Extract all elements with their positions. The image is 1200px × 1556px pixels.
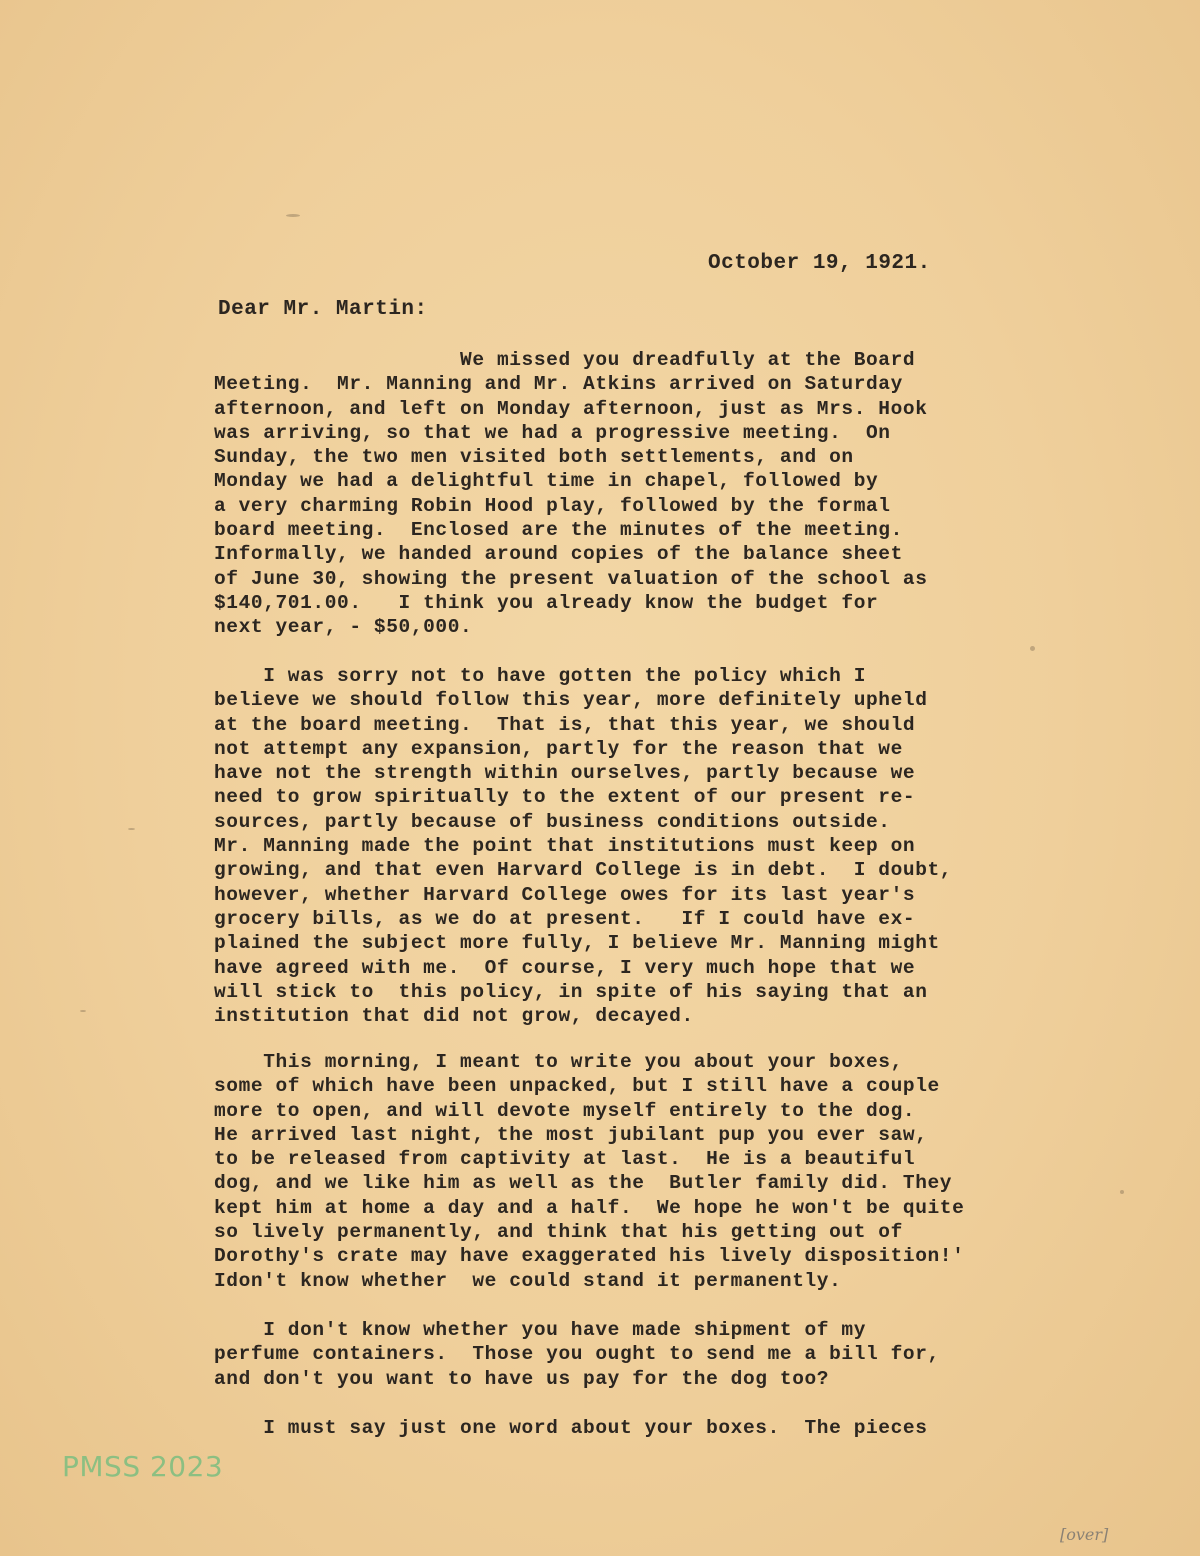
letter-paragraph-policy: I was sorry not to have gotten the policy which I believe we should follow this year, more definitely upheld at the board meeting. That is, that this year, we should not attempt any expansion, partly for the reason that we have not the strength within ourselves, partly because we need to grow spiritually to the extent of our present re- sources, partly because of business conditions outside. Mr. Manning made the point that institutions must keep on growing, and that even Harvard College is in debt. I doubt, however, whether Harvard College owes for its last year's grocery bills, as we do at present. If I could have ex- plained the subject more fully, I believe Mr. Manning might have agreed with me. Of course, I very much hope that we will stick to this policy, in spite of his saying that an institution that did not grow, decayed. xyxy=(214,665,953,1028)
letter-paragraph-board-meeting: We missed you dreadfully at the Board Meeting. Mr. Manning and Mr. Atkins arrived on Saturday afternoon, and left on Monday afternoon, just as Mrs. Hook was arriving, so that we had a progressive meeting. On Sunday, the two men visited both settlements, and on Monday we had a delightful time in chapel, followed by a very charming Robin Hood play, followed by the formal board meeting. Enclosed are the minutes of the meeting. Informally, we handed around copies of the balance sheet of June 30, showing the present valuation of the school as $140,701.00. I think you already know the budget for next year, - $50,000. xyxy=(214,349,928,639)
paper-speck xyxy=(1120,1190,1124,1194)
paper-speck xyxy=(80,1010,86,1012)
paper-speck xyxy=(1030,646,1035,651)
paper-speck xyxy=(128,828,135,830)
paper-speck xyxy=(286,214,300,217)
letter-paragraph-boxes: I must say just one word about your boxes. The pieces xyxy=(214,1417,928,1439)
letter-salutation: Dear Mr. Martin: xyxy=(218,298,428,321)
handwritten-over-note: [over] xyxy=(1060,1525,1109,1544)
letter-date: October 19, 1921. xyxy=(708,252,931,275)
letter-paragraph-dog: This morning, I meant to write you about your boxes, some of which have been unpacked, but I still have a couple more to open, and will devote myself entirely to the dog. He arrived last night, the most jubilant pup you ever saw, to be released from captivity at last. He is a beautiful dog, and we like him as well as the Butler family did. They kept him at home a day and a half. We hope he won't be quite so lively permanently, and think that his getting out of Dorothy's crate may have exaggerated his lively disposition!' Idon't know whether we could stand it permanently. xyxy=(214,1051,965,1292)
letter-paragraph-perfume: I don't know whether you have made shipment of my perfume containers. Those you ought to send me a bill for, and don't you want to have us pay for the dog too? xyxy=(214,1319,940,1390)
archive-stamp: PMSS 2023 xyxy=(62,1450,224,1483)
